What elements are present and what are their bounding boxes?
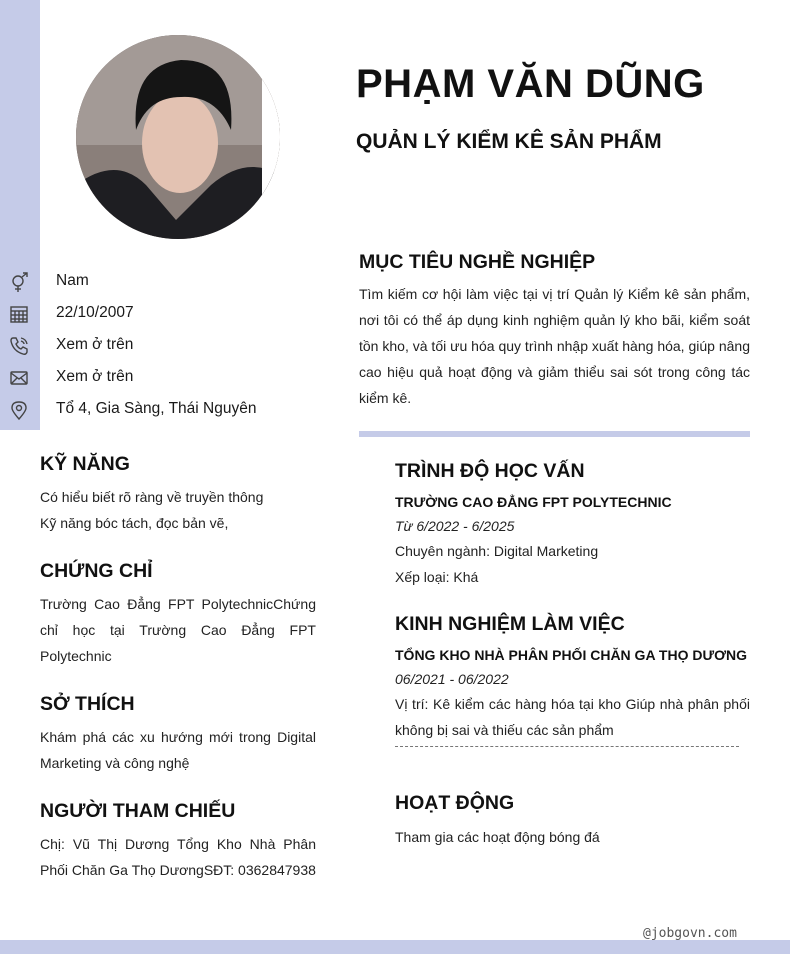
skill-item: Kỹ năng bóc tách, đọc bản vẽ, <box>40 515 229 531</box>
dashed-separator <box>395 746 739 747</box>
watermark: @jobgovn.com <box>643 926 737 941</box>
address-value: Tổ 4, Gia Sàng, Thái Nguyên <box>56 400 257 417</box>
gender-icon <box>8 271 30 293</box>
info-birthdate <box>0 298 330 330</box>
objective-title: MỤC TIÊU NGHỀ NGHIỆP <box>359 251 596 273</box>
birthdate-value: 22/10/2007 <box>56 304 134 321</box>
profile-photo <box>76 35 280 239</box>
phone-icon <box>8 335 30 357</box>
activities-title: HOẠT ĐỘNG <box>395 792 515 814</box>
info-address <box>0 394 330 426</box>
hobbies-title: SỞ THÍCH <box>40 693 135 715</box>
info-gender <box>0 266 330 298</box>
references-text: Chị: Vũ Thị Dương Tổng Kho Nhà Phân Phối Chăn Ga Thọ DươngSĐT: 0362847938 <box>40 836 316 878</box>
experience-description: Vị trí: Kê kiểm các hàng hóa tại kho Giúp nhà phân phối không bị sai và thiếu các sản phẩm <box>395 696 750 738</box>
calendar-icon <box>8 303 30 325</box>
certificates-title: CHỨNG CHỈ <box>40 560 153 582</box>
phone-value: Xem ở trên <box>56 336 134 353</box>
certificates-text: Trường Cao Đẳng FPT PolytechnicChứng chỉ học tại Trường Cao Đẳng FPT Polytechnic <box>40 596 316 664</box>
education-title: TRÌNH ĐỘ HỌC VẤN <box>395 460 585 482</box>
email-icon <box>8 367 30 389</box>
references-title: NGƯỜI THAM CHIẾU <box>40 800 236 822</box>
education-grade: Xếp loại: Khá <box>395 569 479 585</box>
education-period: Từ 6/2022 - 6/2025 <box>395 518 515 534</box>
skill-item: Có hiểu biết rõ ràng về truyền thông <box>40 489 264 505</box>
candidate-name: PHẠM VĂN DŨNG <box>356 62 705 106</box>
experience-company: TỔNG KHO NHÀ PHÂN PHỐI CHĂN GA THỌ DƯƠNG <box>395 647 748 663</box>
skills-title: KỸ NĂNG <box>40 453 130 475</box>
bottom-bar <box>0 940 790 954</box>
section-divider <box>359 431 750 437</box>
info-email <box>0 362 330 394</box>
info-phone <box>0 330 330 362</box>
objective-text: Tìm kiếm cơ hội làm việc tại vị trí Quản lý Kiểm kê sản phẩm, nơi tôi có thể áp dụng kinh nghiệm quản lý kho bãi, kiểm soát tồn kho, và tối ưu hóa quy trình nhập xuất hàng hóa, giúp nâng cao hiệu quả hoạt động và giảm thiểu sai sót trong công tác kiểm kê. <box>359 286 750 406</box>
job-title: QUẢN LÝ KIỂM KÊ SẢN PHẨM <box>356 130 662 153</box>
hobbies-text: Khám phá các xu hướng mới trong Digital Marketing và công nghệ <box>40 729 316 771</box>
education-major: Chuyên ngành: Digital Marketing <box>395 543 599 559</box>
email-value: Xem ở trên <box>56 368 134 385</box>
experience-period: 06/2021 - 06/2022 <box>395 671 509 687</box>
education-school: TRƯỜNG CAO ĐẲNG FPT POLYTECHNIC <box>395 494 672 510</box>
activities-text: Tham gia các hoạt động bóng đá <box>395 829 600 845</box>
experience-title: KINH NGHIỆM LÀM VIỆC <box>395 613 625 635</box>
gender-value: Nam <box>56 272 89 289</box>
location-icon <box>8 399 30 421</box>
